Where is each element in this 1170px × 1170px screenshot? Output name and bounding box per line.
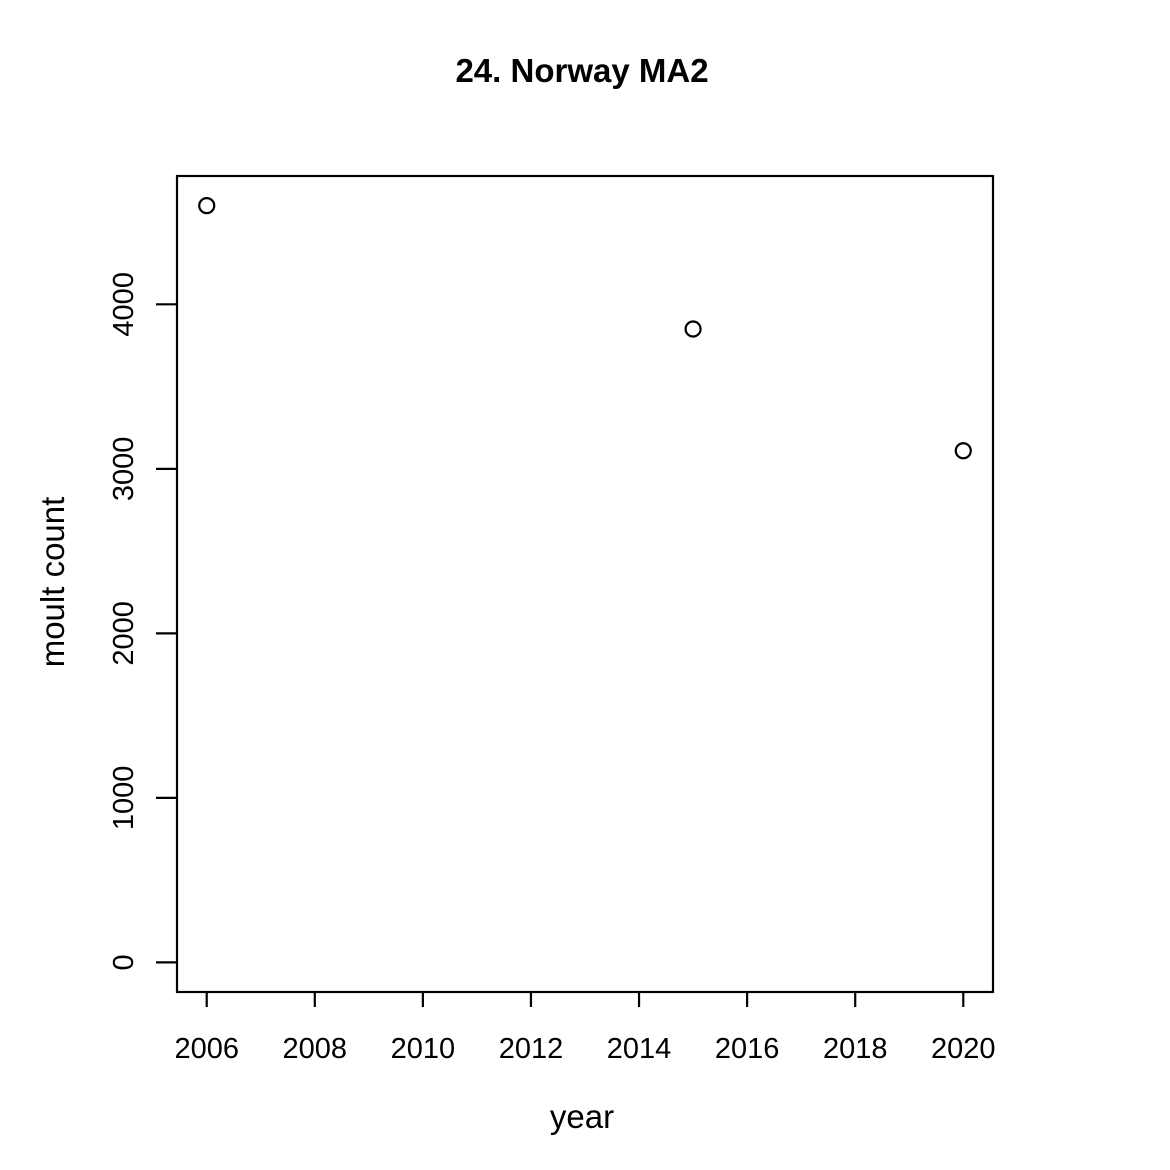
- x-tick-label: 2020: [931, 1033, 996, 1065]
- chart-title: 24. Norway MA2: [455, 52, 709, 89]
- data-points: [199, 198, 971, 458]
- y-tick-label: 2000: [108, 601, 140, 666]
- x-tick-label: 2008: [282, 1033, 348, 1065]
- data-point: [199, 198, 214, 213]
- y-axis: [108, 272, 177, 970]
- x-tick-label: 2006: [174, 1033, 239, 1065]
- plot-frame: [177, 176, 993, 992]
- x-tick-label: 2016: [714, 1033, 780, 1065]
- data-point: [686, 322, 701, 337]
- y-tick-label: 3000: [108, 436, 140, 502]
- x-tick-label: 2012: [498, 1033, 564, 1065]
- y-tick-label: 4000: [108, 272, 140, 337]
- y-axis-label: moult count: [34, 496, 71, 668]
- x-tick-label: 2014: [606, 1033, 672, 1065]
- y-tick-label: 1000: [108, 765, 140, 831]
- x-tick-label: 2010: [390, 1033, 456, 1065]
- y-tick-label: 0: [108, 954, 140, 971]
- x-tick-label: 2018: [822, 1033, 888, 1065]
- x-axis: [174, 992, 995, 1065]
- data-point: [956, 443, 971, 458]
- x-axis-label: year: [549, 1098, 615, 1135]
